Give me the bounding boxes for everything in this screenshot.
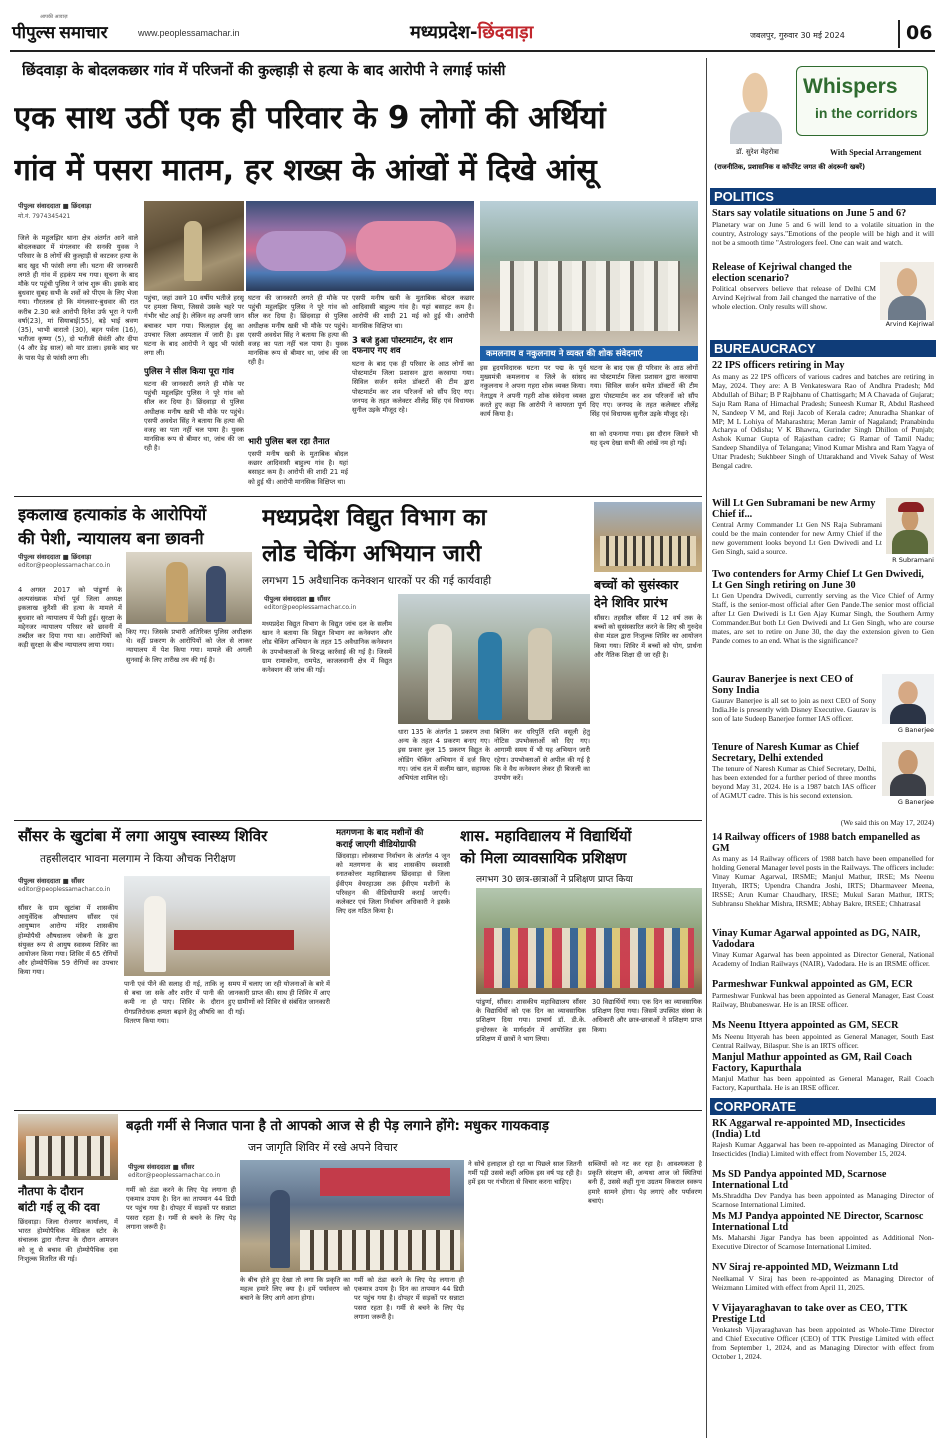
lead-photo-caption-bar — [480, 346, 698, 361]
ayush-headline: सौंसर के खुटांबा में लगा आयुष स्वास्थ्य शिविर — [18, 827, 268, 845]
corporate-section-header: CORPORATE — [710, 1098, 936, 1115]
mid-divider — [14, 820, 702, 821]
photo-coat — [890, 774, 926, 796]
bureau-item-8-head: Vinay Kumar Agarwal appointed as DG, NAIR, Vadodara — [712, 928, 921, 950]
kejriwal-photo — [880, 262, 934, 320]
dateline: जबलपुर, गुरुवार 30 मई 2024 — [750, 31, 845, 40]
power-byline: पीपुल्स संवाददाता ■ सौंसर — [264, 595, 331, 603]
court-email: editor@peoplessamachar.co.in — [18, 562, 111, 569]
lead-photo-caption: कमलनाथ व नकुलनाथ ने व्यक्त की शोक संवेदनाएं — [486, 349, 643, 359]
court-col-2: किए गए। जिसके प्रभारी अतिरिक्त पुलिस अधीक्षक थे। वहीं प्रकरण के आरोपियों को जेल से लाकर न्यायालय में पेश किया गया। मामले की अगली सुनवाई के लिए तारीख तय की गई है। — [126, 628, 252, 664]
corp-item-3-text: Ms. Maharshi Jigar Pandya has been appointed as Additional Non-Executive Director of Scarnose International Limited. — [712, 1234, 934, 1251]
politics-item-1-text: Planetary war on June 5 and 6 will lend to a volatile situation in the country, Astrology says."Emotions of the people will be high and it will not be a smooth time "Astrologers feel. One can wait and watch. — [712, 221, 934, 247]
page-number-box — [898, 20, 936, 48]
banerjee-photo-1 — [882, 674, 934, 724]
college-col-1: पांढुर्णा, सौंसर। शासकीय महाविद्यालय सौंसर के विद्यार्थियों को एक दिन का व्यावसायिक प्रशिक्षण दिया गया। प्राचार्य डॉ. डी.के. इन्दोरकर के मार्गदर्शन में आयोजित इस प्रशिक्षण में छात्रों ने भाग लिया। — [476, 998, 586, 1043]
lead-col-1: जिले के महुलझिर थाना क्षेत्र अंतर्गत आने वाले बोदलकछार में मंगलवार की सनकी युवक ने परिवार के 8 लोगों की कुल्हाड़ी से काटकर हत्या के बाद खुद भी फांसी लगा ली। घटना की जानकारी लगते ही गांव में हड़कंप मच गया। सूचना के बाद मौके पर पहुंची पुलिस ने जांच शुरू की। इसके बाद बुधवार सुबह सभी के शवों को पीएम के लिए भेजा गया। गौरतलब हो कि मंगलवार-बुधवार की रात करीब 2.30 बजे आरोपी दिनेश उर्फ भूरा ने पत्नी वर्षा(23), मां सियाबाई(55), बड़े भाई श्रवण (35), भाभी बारातो (30), बहन पर्वता (16), भतीजा कृष्णा (5), दो भतीजी सेवंती और दीपा (4 और डेढ़ साल) को मार डाला। इसके बाद घर के पास पेड़ से फांसी लगा ली। — [18, 234, 138, 362]
corp-item-5-head: V Vijayaraghavan to take over as CEO, TTK Prestige Ltd — [712, 1303, 908, 1325]
bureau-item-10-head: Ms Neenu Ittyera appointed as GM, SECR — [712, 1020, 899, 1031]
bureau-item-4-head: Gaurav Banerjee is next CEO of Sony India — [712, 674, 854, 696]
court-byline: पीपुल्स संवाददाता ■ छिंदवाड़ा — [18, 553, 92, 561]
tree-email: editor@peoplessamachar.co.in — [128, 1172, 221, 1179]
ayush-email: editor@peoplessamachar.co.in — [18, 886, 111, 893]
section-title-dash: - — [470, 22, 478, 43]
tree-byline: पीपुल्स संवाददाता ■ सौंसर — [128, 1163, 195, 1171]
lead-divider — [14, 496, 702, 497]
children-headline-1: बच्चों को सुसंस्कार — [594, 577, 679, 592]
lead-sub-3: 3 बजे हुआ पोस्टमार्टम, देर शाम दफनाए गए शव — [352, 336, 453, 356]
photo-table — [174, 930, 294, 950]
tree-col-1: गर्मी को ठंडा करने के लिए पेड़ लगाना ही एकमात्र उपाय है। दिन का तापमान 44 डिग्री पर पहुंच गया है। दोपहर में सड़कों पर सन्नाटा पसरा रहता है। गर्मी से बचने के लिए पेड़ लगाना जरूरी है। — [126, 1186, 236, 1231]
lead-col-2c — [248, 294, 348, 434]
bureau-item-11-text: Manjul Mathur has been appointed as General Manager, Rail Coach Factory, Kapurthala. He is an IRSE officer. — [712, 1075, 934, 1092]
photo-shirt — [890, 704, 926, 724]
bureau-item-7-head: 14 Railway officers of 1988 batch empanelled as GM — [712, 832, 920, 854]
bureau-item-5-text: The tenure of Naresh Kumar as Chief Secretary, Delhi, has been extended for a further period of three months beyond May 31, 2024. He is a 1987 batch IAS officer of AGMUT cadre. This is his second extension. — [712, 765, 876, 800]
court-col-1: 4 अगस्त 2017 को पांढुर्णा के अल्पसंख्यक मोर्चा पूर्व जिला अध्यक्ष इकलाख कुरैशी की हत्या के मामले में बुधवार को न्यायालय में पेशी हुई। सुरक्षा के मद्देनजर न्यायालय परिसर को छावनी में तब्दील कर दिया गया था। आरोपियों को कड़ी सुरक्षा के बीच न्यायालय लाया गया। — [18, 586, 122, 650]
children-headline-2: देने शिविर प्रारंभ — [594, 595, 668, 610]
politics-item-2-head: Release of Kejriwal changed the election scenario? — [712, 262, 852, 284]
whispers-arrangement: With Special Arrangement — [830, 148, 922, 157]
bureau-item-9-head: Parmeshwar Funkwal appointed as GM, ECR — [712, 979, 913, 990]
photo-uniform — [892, 530, 928, 554]
lead-byline: पीपुल्स संवाददाता ■ छिंदवाड़ा — [18, 202, 92, 210]
bureaucracy-section-header: BUREAUCRACY — [710, 340, 936, 357]
ayush-col-1: सौंसर के ग्राम खुटांबा में शासकीय आयुर्वेदिक औषधालय सौंसर एवं आयुष्मान आरोग्य मंदिर शासकीय होम्योपैथी औषधालय जोबनी के द्वारा संयुक्त रूप से आयुष स्वास्थ्य शिविर का आयोजन किया गया। शिविर में 65 रोगियों और होम्योपैथिक 59 रोगियों का उपचार किया गया। — [18, 904, 118, 977]
ayush-subhead: तहसीलदार भावना मलगाम ने किया औचक निरीक्षण — [40, 853, 236, 865]
banerjee-photo-2 — [882, 742, 934, 796]
columnist-photo — [724, 66, 786, 144]
photo-man-2 — [478, 632, 502, 720]
corp-item-4-text: Neelkamal V Siraj has been re-appointed as Managing Director of Weizmann Limited with effect from April 11, 2025. — [712, 1275, 934, 1292]
power-headline-1: मध्यप्रदेश विद्युत विभाग का — [262, 505, 487, 531]
corp-item-5-text: Venkatesh Vijayaraghavan has been appointed as Whole-Time Director and Chief Executive Officer (CEO) of TTK Prestige Limited with effect from September 1, 2024, and as Managing Director with effect from October 1, 2024. — [712, 1326, 934, 1361]
politics-section-header: POLITICS — [710, 188, 936, 205]
masthead-rule — [10, 50, 935, 52]
photo-sweater — [888, 296, 926, 320]
lead-photo-kamalnath — [480, 201, 698, 361]
bureau-item-6-text: (We said this on May 17, 2024) — [840, 819, 934, 827]
columnist-name: डॉ. सुरेश मेहरोत्रा — [736, 148, 779, 156]
ayush-col-2: पानी एवं पीने की सलाह दी गई, ताकि लू से बचा जा सके और शरीर में पानी की कमी ना हो पाए। शिविर के दौरान रोगप्रतिरोधक क्षमता बढ़ाने हेतु औषधि का वितरण किया गया। — [124, 980, 224, 1025]
photo-man-3 — [528, 628, 552, 720]
power-col-1: मध्यप्रदेश विद्युत विभाग के विद्युत जांच दल के सलीम खान ने बताया कि विद्युत विभाग का कनेक्शन और लोड चेकिंग अभियान के तहत 15 अवैधानिक कनेक्शन के उपभोक्ताओं के विरुद्ध कार्रवाई की गई है। जिसमें ग्राम रामाकोना, रामपेठ, काजलवानी क्षेत्र में विद्युत कनेक्शन की जांच की गई। — [262, 620, 392, 675]
college-photo — [476, 888, 702, 994]
lead-col-4: इस हृदयविदारक घटना पर पद्म के पूर्व मुख्यमंत्री कमलनाथ व जिले के सांसद नकुलनाथ ने अपना गहरा शोक व्यक्त किया। नेताद्वय ने अपनी गहरी शोक संवेदना व्यक्त करते हुए कहा कि आरोपी ने कायरता पूर्ण कार्य किया है। — [480, 364, 586, 419]
photo-audience — [300, 1230, 460, 1270]
power-col-2: धारा 135 के अंतर्गत 1 प्रकरण तथा अन्य के तहत 4 प्रकरण बनाए गए। इस प्रकार कुल 15 प्रकरण विद्युत के लोडिंग चेकिंग अभियान में दर्ज किए गए। जांच दल में सलीम खान, सहायक अभियंता शामिल रहे। — [398, 728, 490, 783]
court-headline-2: की पेशी, न्यायालय बना छावनी — [18, 529, 204, 548]
whispers-tagline: (राजनीतिक, प्रशासनिक व कॉर्पोरेट जगत की अंदरूनी खबरें) — [714, 163, 866, 171]
section-title-city: छिंदवाड़ा — [477, 22, 534, 43]
corp-item-2-head: Ms SD Pandya appointed MD, Scarnose International Ltd — [712, 1169, 887, 1191]
ayush-col-3: समय में चलाए जा रही योजनाओं के बारे में जानकारी प्राप्त की। साथ ही शिविर में आए हुए ग्रामीणों को शिविर से संबंधित जानकारी दी गई। — [228, 980, 330, 1016]
tree-col-2b: गर्मी को ठंडा करने के लिए पेड़ लगाना ही एकमात्र उपाय है। दिन का तापमान 44 डिग्री पर पहुंच गया है। दोपहर में सड़कों पर सन्नाटा पसरा रहता है। गर्मी से बचने के लिए पेड़ लगाना जरूरी है। — [354, 1276, 464, 1321]
bureau-item-1-head: 22 IPS officers retiring in May — [712, 360, 845, 371]
photo-beret — [898, 502, 924, 512]
tree-col-4: सब्जियों को नट कर रहा है। आवश्यकता है प्रकृति संरक्षण की, अन्यथा आज जो स्थितियां बनी हैं, उससे कहीं गुना उग्रतम विकराल स्वरूप हमारे सामने होगा। पेड़ लगाएं और पर्यावरण बचाएं। — [588, 1160, 702, 1205]
evm-headline-2: कराई जाएगी वीडियोग्राफी — [336, 840, 416, 850]
lower-divider — [14, 1110, 702, 1111]
heat-photo — [18, 1114, 118, 1180]
whispers-title-2: in the corridors — [815, 105, 918, 121]
lead-headline-1: एक साथ उठीं एक ही परिवार के 9 लोगों की अर्थियां — [14, 100, 606, 136]
tree-photo — [240, 1160, 464, 1272]
ayush-photo — [124, 876, 330, 976]
tree-col-2: के बीच होते हुए देखा तो लगा कि प्रकृति का महत्व हमारे लिए क्या है। हमें पर्यावरण को बचाने के लिए आगे आना होगा। — [240, 1276, 350, 1303]
heat-headline-1: नौतपा के दौरान — [18, 1184, 84, 1198]
college-headline-1: शास. महाविद्यालय में विद्यार्थियों — [460, 827, 632, 845]
power-col-3: बिलिंग कर धरिपुर्ति राशि वसूली हेतु नोटिस उपभोक्ताओं को दिए गए। आगामी समय में भी यह अभियान जारी रहेगा। उपभोक्ताओं से अपील की गई है कि वे वैध कनेक्शन लेकर ही बिजली का उपयोग करें। — [494, 728, 590, 783]
college-headline-2: को मिला व्यावसायिक प्रशिक्षण — [460, 849, 627, 867]
lead-col-4b: घटना के बाद एक ही परिवार के आठ लोगों का पोस्टमार्टम जिला प्रशासन द्वारा करवाया गया। सिविल सर्जन समेत डॉक्टरों की टीम द्वारा पोस्टमार्टम कर शव परिजनों को सौंप दिए गए। जनपद के तहत कलेक्टर शीलेंद्र सिंह एवं विधायक सुनील उइके मौजूद रहे। — [590, 364, 698, 419]
section-title-state: मध्यप्रदेश — [410, 22, 471, 43]
lead-col-2: पहुंचा, जहां उसने 10 वर्षीय भतीजे हरसू पर हमला किया, जिससे उसके चहरे पर गंभीर चोट आई है। लेकिन वह अपनी जान बचाकर भाग गया। फिलहाल ईसू का उपचार जिला अस्पताल में जारी है। इस घटना के बाद आरोपी ने खुद भी फांसी लगा ली। — [144, 294, 244, 358]
court-headline-1: इकलाख हत्याकांड के आरोपियों — [18, 505, 207, 524]
politics-item-2-text: Political observers believe that release of Delhi CM Arvind Kejriwal from Jail changed the narrative of the whole election. Only results will show. — [712, 285, 876, 311]
lead-kicker: छिंदवाड़ा के बोदलकछार गांव में परिजनों की कुल्हाड़ी से हत्या के बाद आरोपी ने लगाई फांसी — [22, 63, 506, 79]
lead-col-5: सा को दफनाया गया। इस दौरान जिसने भी यह दृश्य देखा सभी की आंखें नम हो गईं। — [590, 430, 698, 448]
lead-col-2b: घटना की जानकारी लगते ही मौके पर पहुंची महुलझिर पुलिस ने पूरे गांव को सील कर दिया है। छिंदवाड़ा से पुलिस अधीक्षक मनीष खत्री भी मौके पर पहुंचे। एसपी अवधेश सिंह ने बताया कि हत्या की वजह का पता नहीं चल पाया है। युवक मानसिक रूप से बीमार था, जांच की जा रही है। — [144, 380, 244, 453]
photo-banner — [320, 1168, 450, 1196]
whispers-logo — [796, 66, 928, 136]
tree-col-3: ने सोचे हलाहाल हो रहा था पिछले साल जितनी गर्मी पड़ी उससे कहीं अधिक इस वर्ष पड़ रही है। हमें इस पर गंभीरता से विचार करना चाहिए। — [468, 1160, 582, 1187]
bureau-item-2-text: Central Army Commander Lt Gen NS Raja Subramani could be the main contender for new Army Chief if the new government looks beyond Lt Gen Dwivedi and Lt Gen Singh, said a source. — [712, 521, 882, 556]
subramani-photo — [886, 498, 934, 554]
banerjee-caption-1: G Banerjee — [897, 726, 934, 734]
whispers-header — [710, 58, 936, 176]
corp-item-1-text: Rajesh Kumar Aggarwal has been re-appointed as Managing Director of Insecticides (India) Limited with effect from November 15, 2024. — [712, 1141, 934, 1158]
bureau-item-4-text: Gaurav Banerjee is all set to join as next CEO of Sony India.He is presently with Disney Executive. Gaurav is son of late Sudeep Banerjee former IAS officer. — [712, 697, 876, 723]
corp-item-4-head: NV Siraj re-appointed MD, Weizmann Ltd — [712, 1262, 899, 1273]
power-subhead: लगभग 15 अवैधानिक कनेक्शन धारकों पर की गई कार्यवाही — [262, 575, 492, 587]
photo-crowd — [500, 261, 680, 331]
children-photo — [594, 502, 702, 572]
heat-text: छिंदवाड़ा। जिला रोजगार कार्यालय, में भारत होम्योपैथिक मेडिकल स्टोर के संचालक द्वारा नौतपा के दौरान आमजन को लू से बचाव की होम्योपैथिक दवा निःशुल्क वितरित की गई। — [18, 1218, 118, 1263]
whispers-title-1: Whispers — [803, 75, 898, 98]
evm-text: छिंदवाड़ा। लोकसभा निर्वाचन के अंतर्गत 4 जून को मतगणना के बाद शासकीय स्वशासी स्नातकोत्तर महाविद्यालय छिंदवाड़ा से जिला ईवीएम वेयरहाउस तक ईवीएम मशीनों के परिवहन की वीडियोग्राफी कराई जाएगी। कलेक्टर एवं जिला निर्वाचन अधिकारी ने इसके लिए दल गठित किया है। — [336, 852, 450, 916]
photo-suit — [730, 112, 782, 144]
ayush-byline: पीपुल्स संवाददाता ■ सौंसर — [18, 877, 85, 885]
photo-shroud-2 — [356, 221, 456, 271]
page-number: 06 — [906, 22, 933, 44]
masthead — [0, 0, 945, 52]
lead-photo-police — [144, 201, 244, 291]
website-url[interactable]: www.peoplessamachar.in — [138, 28, 240, 38]
photo-officer — [166, 562, 188, 622]
photo-people — [26, 1136, 110, 1176]
photo-students — [484, 928, 694, 988]
college-subhead: लगभग 30 छात्र-छात्राओं ने प्रशिक्षण प्राप्त किया — [476, 875, 633, 885]
heat-headline-2: बांटी गई लू की दवा — [18, 1200, 100, 1214]
lead-phone: मो.नं. 7974345421 — [18, 213, 71, 220]
lead-sub-2: भारी पुलिस बल रहा तैनात — [248, 437, 330, 447]
bureau-item-3-head: Two contenders for Army Chief Lt Gen Dwivedi, Lt Gen Singh retiring on June 30 — [712, 569, 924, 591]
logo-text: पीपुल्स समाचार — [12, 23, 108, 42]
power-headline-2: लोड चेकिंग अभियान जारी — [262, 541, 482, 567]
lead-sub-1: पुलिस ने सील किया पूरा गांव — [144, 367, 234, 377]
photo-shroud — [256, 231, 346, 271]
lead-col-3: एसपी मनीष खत्री के मुताबिक बोदल कछार आदिवासी बाहुल्य गांव है। यहां बसाहट कम है। आरोपी की शादी 21 मई को हुई थी। आरोपी मानसिक विक्षिप्त था। — [248, 450, 348, 486]
logo-tag: आपकी आवाज़ — [40, 14, 68, 20]
bureau-item-8-text: Vinay Kumar Agarwal has been appointed as Director General, National Academy of Indian Railways (NAIR), Vadodara. He is an IRSME officer. — [712, 951, 934, 968]
lead-col-2c-text: घटना की जानकारी लगते ही मौके पर पहुंची महुलझिर पुलिस ने पूरे गांव को सील कर दिया है। छिंदवाड़ा से पुलिस अधीक्षक मनीष खत्री भी मौके पर पहुंचे। एसपी अवधेश सिंह ने बताया कि हत्या की वजह का पता नहीं चल पाया है। युवक मानसिक रूप से बीमार था, जांच की जा रही है। — [248, 294, 348, 367]
photo-doctor — [144, 896, 166, 972]
bureau-item-9-text: Parmeshwar Funkwal has been appointed as General Manager, East Coast Railway, Bhubaneswar. He is an IRSE officer. — [712, 992, 934, 1009]
photo-officer-2 — [206, 566, 226, 622]
evm-headline-1: मतगणना के बाद मशीनों की — [336, 828, 424, 838]
politics-item-1-head: Stars say volatile situations on June 5 and 6? — [712, 208, 907, 219]
bureau-item-5-head: Tenure of Naresh Kumar as Chief Secretary, Delhi extended — [712, 742, 860, 764]
bureau-item-11-head: Manjul Mathur appointed as GM, Rail Coach Factory, Kapurthala — [712, 1052, 912, 1074]
tree-subhead: जन जागृति शिविर में रखे अपने विचार — [248, 1141, 398, 1154]
photo-kids — [600, 536, 696, 566]
power-photo — [398, 594, 590, 724]
court-photo — [126, 552, 252, 624]
newspaper-logo — [12, 20, 108, 43]
lead-col-3b: घटना के बाद एक ही परिवार के आठ लोगों का पोस्टमार्टम जिला प्रशासन द्वारा करवाया गया। सिविल सर्जन समेत डॉक्टरों की टीम द्वारा पोस्टमार्टम कर शव परिजनों को सौंप दिए गए। जनपद के तहत कलेक्टर शीलेंद्र सिंह एवं विधायक सुनील उइके मौजूद रहे। — [352, 360, 474, 415]
college-col-2: 30 विद्यार्थियों गया। एक दिन का व्यावसायिक प्रशिक्षण दिया गया। जिसमें उपस्थित संस्था के अधिकारी और छात्र-छात्राओं ने प्रशिक्षण प्राप्त किया। — [592, 998, 702, 1034]
lead-photo-bodies — [246, 201, 474, 291]
corp-item-1-head: RK Aggarwal re-appointed MD, Insecticides (India) Ltd — [712, 1118, 906, 1140]
lead-headline-2: गांव में पसरा मातम, हर शख्स के आंखों में दिखे आंसू — [14, 153, 597, 188]
subramani-caption: R Subramani — [892, 556, 934, 564]
bureau-item-3-text: Lt Gen Upendra Dwivedi, currently serving as the Vice Chief of Army Staff, is the senior-most official after Gen Pande.The senior most official after Lt Gen Dwivedi is Lt Gen Ajay Kumar Singh, the Southern Army Commander.But both Lt Gen Dwivedi and Lt Gen Singh, who are course mates, are set to retire on June 30, the day the extension given to Gen Pande comes to an end. What is the significance? — [712, 592, 934, 645]
kejriwal-caption: Arvind Kejriwal — [885, 320, 934, 328]
lead-col-3a: एसपी मनीष खत्री के मुताबिक बोदल कछार आदिवासी बाहुल्य गांव है। यहां बसाहट कम है। आरोपी की शादी 21 मई को हुई थी। आरोपी मानसिक विक्षिप्त था। — [352, 294, 474, 330]
photo-speaker — [270, 1190, 290, 1268]
corp-item-2-text: Ms.Shraddha Dev Pandya has been appointed as Managing Director of Scarnose International Limited. — [712, 1192, 934, 1209]
power-email: editor@peoplessamachar.co.in — [264, 604, 357, 611]
photo-figure — [184, 221, 202, 281]
right-column-border — [706, 58, 707, 1438]
bureau-item-1-text: As many as 22 IPS officers of various cadres and batches are retiring in May, 2024. They are: A B Venkateswara Rao of Andhra Pradesh; Md Abdullah of Bihar; B P Rajbhanu of Chattisgarh; M A Chavada of Gujarat; Saju Ram Rana of Himachal Pradesh; Suneesh Kumar R, Abdul Rasheed N, Sandeep V M, and Reji Jacob of Kerala cadre; Anuradha Shankar of MP; M L Lohiya of Maharashtra; Meran Jamir of Nagaland; Pranabindu Acharya of Odisha; V K Bhawra, Gurinder Singh Dhillon of Punjab; Ashok Kumar Gupta of Rajasthan cadre; G Ramar of Tamil Nadu; Sandeep Shandilya of Telangana; Vinod Kumar Mishra and Ram Yagya of Uttar Pradesh; Sukhbeer Singh of Uttarakhand and Vivek Sahay of West Bengal cadre. — [712, 373, 934, 471]
corp-item-3-head: Ms MJ Pandya appointed NE Director, Scarnosc International Ltd — [712, 1211, 924, 1233]
bureau-item-7-text: As many as 14 Railway officers of 1988 batch have been empanelled for holding General Manager level posts in the Railways. The officers include: Vinay Kumar Agarwal, IRSME; Manjul Mathur, IRSE; Ms Neenu Ittyerah, IRTS; Upendra Chandra Joshi, IRTS; Dharmaveer Meena, IRSSE; Arun Kumar Chaudhary, IRSE; Mukul Saran Mathur, IRTS; Subhransu Shekhar Mishra, IRSME; Abhay Bakre, IRSEE; Chhatrasal — [712, 855, 934, 908]
children-text: सौंसर। तहसील सौंसर में 12 वर्ष तक के बच्चों को सुसंस्कारित करने के लिए श्री गुरुदेव सेवा मंडल द्वारा निःशुल्क शिविर का आयोजन किया गया। शिविर में बच्चों को योग, प्रार्थना और नैतिक शिक्षा दी जा रही है। — [594, 614, 702, 659]
photo-man-1 — [428, 624, 452, 720]
tree-headline: बढ़ती गर्मी से निजात पाना है तो आपको आज से ही पेड़ लगाने होंगे: मधुकर गायकवाड़ — [126, 1118, 550, 1134]
bureau-item-2-head: Will Lt Gen Subramani be new Army Chief if... — [712, 498, 876, 520]
bureau-item-10-text: Ms Neenu Ittyerah has been appointed as General Manager, South East Central Railway, Bilaspur. She is an IRTS officer. — [712, 1033, 934, 1050]
banerjee-caption-2: G Banerjee — [897, 798, 934, 806]
section-title — [410, 20, 533, 44]
